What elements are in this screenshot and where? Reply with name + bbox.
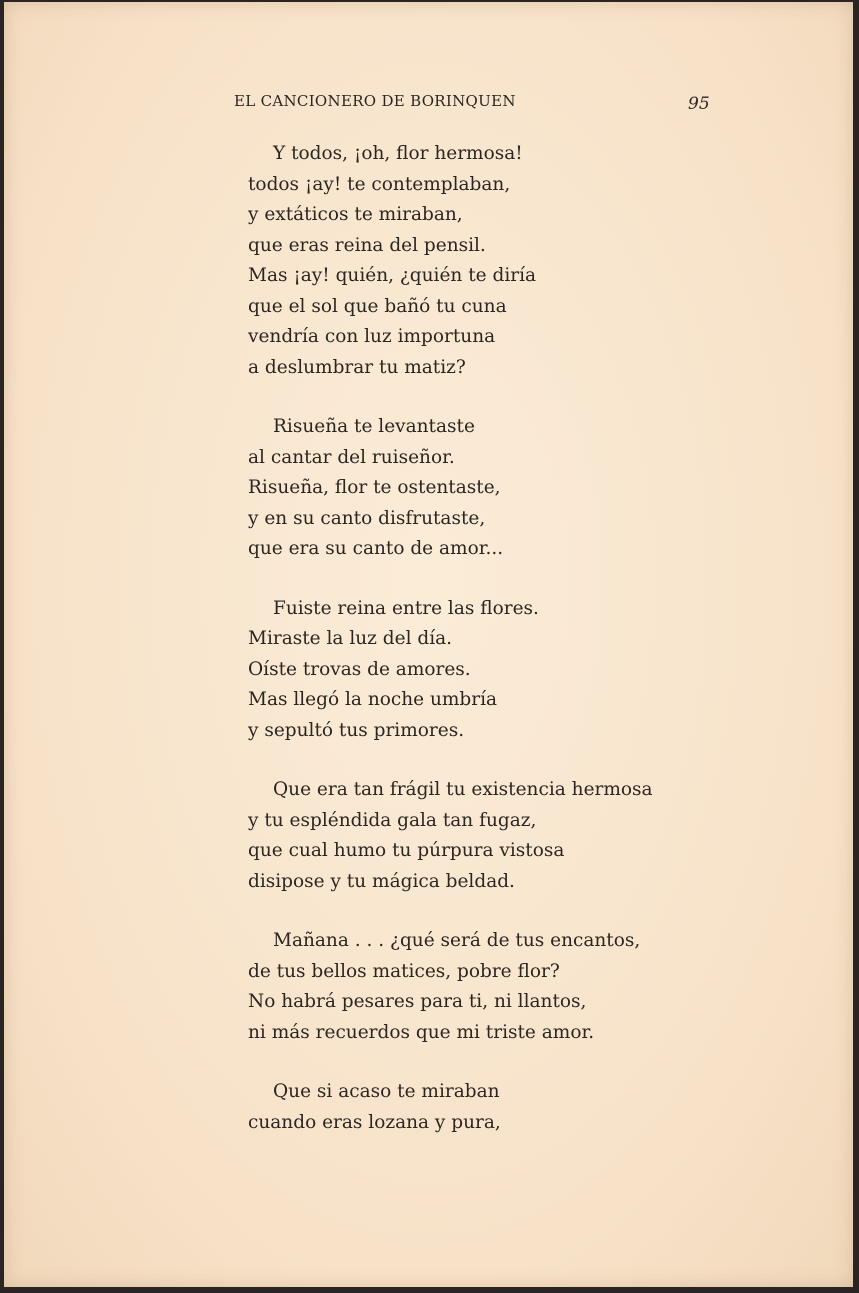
page-number: 95 <box>688 94 710 114</box>
stanza <box>248 594 718 747</box>
poem-line: Fuiste reina entre las flores. <box>273 597 539 619</box>
poem-line: Risueña, flor te ostentaste, <box>248 477 501 498</box>
poem-line: Y todos, ¡oh, flor hermosa! <box>273 143 523 164</box>
poem-line: Mas llegó la noche umbría <box>248 689 498 710</box>
poem-line: y extáticos te miraban, <box>248 204 463 225</box>
poem-line: Que era tan frágil tu existencia hermosa <box>273 779 653 800</box>
poem-line: a deslumbrar tu matiz? <box>248 356 466 378</box>
poem-line: Oíste trovas de amores. <box>248 658 471 680</box>
poem-line: Miraste la luz del día. <box>248 628 453 649</box>
running-head: EL CANCIONERO DE BORINQUEN <box>234 92 516 110</box>
poem-line: vendría con luz importuna <box>248 326 496 347</box>
poem-line: y tu espléndida gala tan fugaz, <box>248 809 537 831</box>
poem-line: que el sol que bañó tu cuna <box>248 295 507 317</box>
stanza <box>248 775 718 897</box>
poem-line: Risueña te levantaste <box>273 416 475 437</box>
poem-line: de tus bellos matices, pobre flor? <box>248 960 560 982</box>
stanza <box>248 139 718 383</box>
poem-line: ni más recuerdos que mi triste amor. <box>248 1021 595 1043</box>
poem-line: Que si acaso te miraban <box>273 1081 500 1102</box>
poem-line: Mas ¡ay! quién, ¿quién te diría <box>248 265 537 286</box>
poem-line: y sepultó tus primores. <box>248 719 465 741</box>
stanza <box>248 412 718 565</box>
poem-line: al cantar del ruiseñor. <box>248 446 455 468</box>
poem-line: Mañana . . . ¿qué será de tus encantos, <box>273 930 641 951</box>
poem-line: todos ¡ay! te contemplaban, <box>248 173 511 195</box>
stanza <box>248 926 718 1048</box>
poem-line: cuando eras lozana y pura, <box>248 1111 501 1133</box>
stanza <box>248 1077 718 1138</box>
poem-line: que era su canto de amor... <box>248 538 504 559</box>
poem-body <box>248 139 718 1167</box>
poem-line: que cual humo tu púrpura vistosa <box>248 840 565 861</box>
poem-line: No habrá pesares para ti, ni llantos, <box>248 991 587 1012</box>
poem-line: que eras reina del pensil. <box>248 234 486 256</box>
book-page <box>4 2 853 1287</box>
poem-line: disipose y tu mágica beldad. <box>248 870 515 892</box>
poem-line: y en su canto disfrutaste, <box>248 507 486 529</box>
